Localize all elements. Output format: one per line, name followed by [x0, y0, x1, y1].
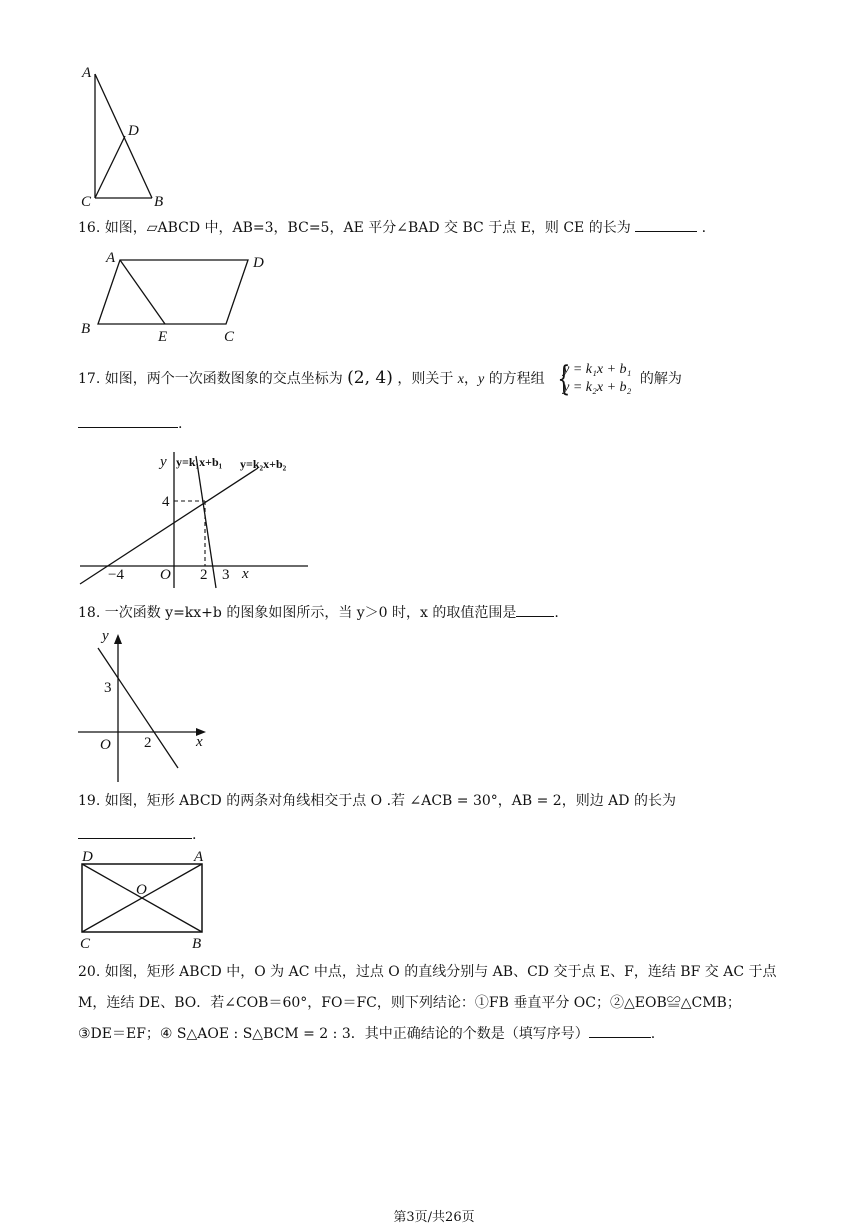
q17-sep: ， — [464, 371, 479, 387]
q17-text-end: 的解为 — [639, 371, 682, 387]
tick-2: 2 — [144, 735, 152, 751]
q19-text: 19. 如图，矩形 ABCD 的两条对角线相交于点 O .若 ∠ACB = 30°，AB = 2，则边 AD 的长为 — [78, 793, 676, 809]
label-B: B — [154, 194, 164, 210]
axis-y-label: y — [102, 628, 109, 644]
q19-figure — [76, 846, 216, 952]
q16-end: . — [701, 220, 707, 236]
label-B: B — [81, 321, 91, 337]
q20-answer-blank[interactable] — [589, 1037, 651, 1038]
q18-text: 18. 一次函数 y=kx+b 的图象如图所示，当 y＞0 时，x 的取值范围是 — [78, 605, 517, 621]
q18-answer-blank[interactable] — [516, 616, 554, 617]
q17-text-mid: ，则关于 — [397, 371, 454, 387]
tick-4: 4 — [162, 494, 170, 510]
q20-line2 — [78, 993, 741, 1013]
q16-figure — [78, 248, 278, 348]
q17-eq2: y = k₂x + b₂ — [563, 380, 632, 395]
origin-O: O — [100, 737, 111, 753]
q16-text: 16. 如图，▱ABCD 中，AB=3，BC=5，AE 平分∠BAD 交 BC 于点 E，则 CE 的长为 — [78, 220, 631, 236]
q17-equation-system — [553, 361, 631, 397]
tick-3: 3 — [104, 680, 112, 696]
q20-line3 — [78, 1024, 655, 1044]
label-E: E — [158, 329, 168, 345]
q17-answer-line — [78, 414, 182, 434]
line2-label: y=k₂x+b₂ — [240, 457, 287, 471]
q17-eq1: y = k₁x + b₁ — [563, 362, 632, 377]
line1-label: y=k₁x+b₁ — [176, 455, 223, 469]
q19-end: . — [192, 827, 197, 843]
q17-question — [78, 356, 682, 402]
q20-text-line3: ③DE＝EF；④ S△AOE : S△BCM = 2 : 3．其中正确结论的个数是（填写序号） — [78, 1026, 589, 1042]
axis-x-label: x — [196, 734, 203, 750]
tick-2: 2 — [200, 567, 208, 583]
origin-O: O — [160, 567, 171, 583]
q17-var-y: y — [478, 372, 485, 387]
q18-end: . — [554, 605, 559, 621]
q17-figure — [78, 448, 310, 592]
q17-text-before: 17. 如图，两个一次函数图象的交点坐标为 — [78, 371, 343, 387]
tick-neg4: −4 — [108, 567, 124, 583]
label-D: D — [82, 849, 93, 865]
q20-text-line1: 20. 如图，矩形 ABCD 中，O 为 AC 中点，过点 O 的直线分别与 AB、CD 交于点 E、F，连结 BF 交 AC 于点 — [78, 964, 777, 980]
label-C: C — [81, 194, 92, 210]
q17-text-after-vars: 的方程组 — [488, 371, 545, 387]
q19-question — [78, 791, 676, 811]
q17-var-x: x — [457, 372, 465, 387]
q15-figure — [78, 62, 178, 210]
tick-3: 3 — [222, 567, 230, 583]
axis-x-label: x — [242, 566, 249, 582]
label-A: A — [82, 65, 92, 81]
q18-question — [78, 603, 559, 623]
q17-point: (2, 4) — [347, 368, 393, 388]
label-C: C — [80, 936, 91, 952]
label-B: B — [192, 936, 202, 952]
q19-answer-blank[interactable] — [78, 838, 192, 839]
q20-end: . — [650, 1026, 656, 1042]
q16-question — [78, 218, 706, 238]
label-D: D — [128, 123, 139, 139]
label-D: D — [253, 255, 264, 271]
q20-line1 — [78, 962, 776, 982]
label-A: A — [106, 250, 116, 266]
q17-end: . — [178, 416, 183, 432]
q20-text-line2: M，连结 DE、BO．若∠COB＝60°，FO＝FC，则下列结论：①FB 垂直平分 OC；②△EOB≌△CMB； — [78, 995, 741, 1011]
label-C: C — [224, 329, 235, 345]
label-O: O — [136, 882, 147, 898]
axis-y-label: y — [160, 454, 167, 470]
q19-answer-line — [78, 825, 196, 845]
brace-icon: { — [557, 359, 571, 399]
page-number: 第3页/共26页 — [393, 1210, 475, 1225]
q16-answer-blank[interactable] — [635, 231, 697, 232]
q17-answer-blank[interactable] — [78, 427, 178, 428]
label-A: A — [194, 849, 204, 865]
q18-figure — [78, 626, 218, 786]
